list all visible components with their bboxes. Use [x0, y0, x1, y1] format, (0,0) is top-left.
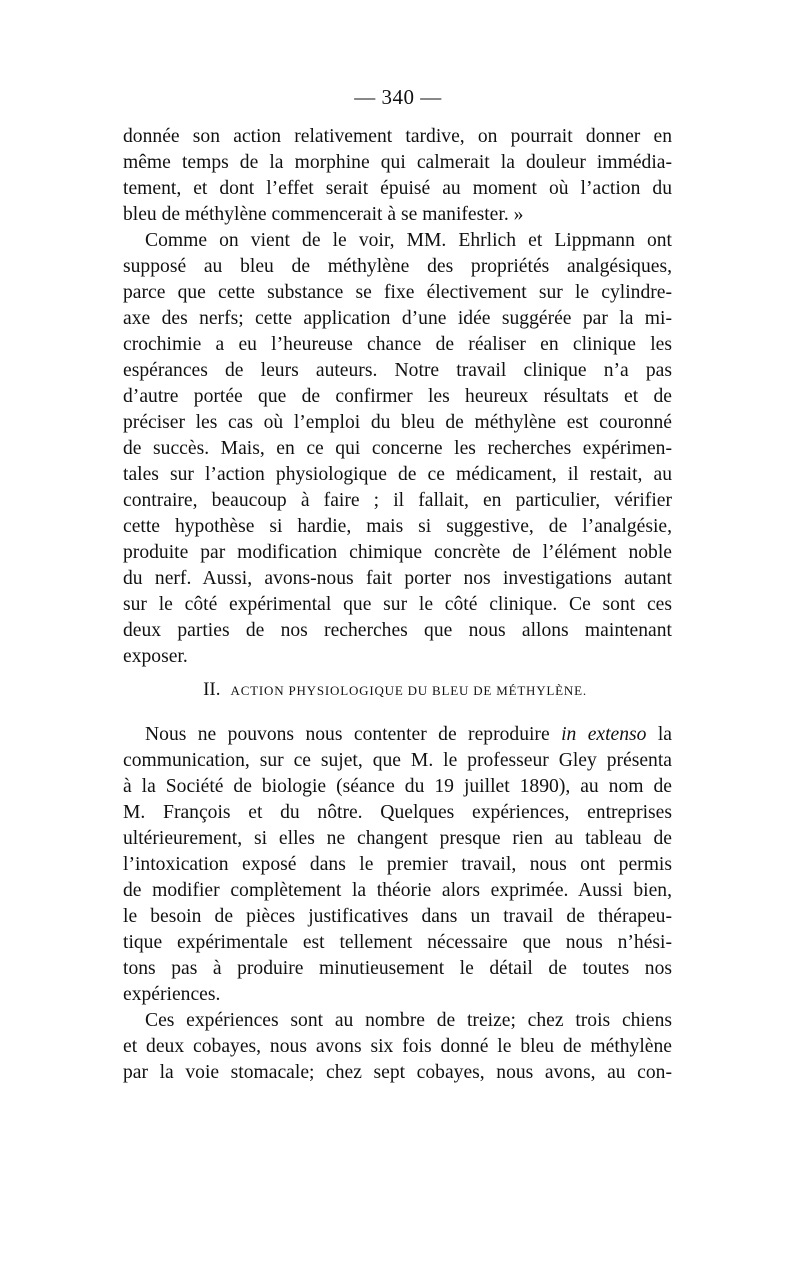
text-line: sur le côté expérimental que sur le côté clinique. Ce sont ces: [123, 594, 672, 615]
section-title: ACTION PHYSIOLOGIQUE DU BLEU DE MÉTHYLÈNE.: [230, 683, 587, 698]
text-line: deux parties de nos recherches que nous allons maintenant: [123, 620, 672, 641]
text-line: Comme on vient de le voir, MM. Ehrlich et Lippmann ont: [145, 230, 672, 251]
text-line: tales sur l’action physiologique de ce médicament, il restait, au: [123, 464, 672, 485]
text-line: parce que cette substance se fixe électivement sur le cylindre-: [123, 282, 672, 303]
text-line: Nous ne pouvons nous contenter de reproduire in extenso la: [145, 724, 672, 745]
text-line: de modifier complètement la théorie alors exprimée. Aussi bien,: [123, 880, 672, 901]
text-line: même temps de la morphine qui calmerait la douleur immédia-: [123, 152, 672, 173]
text-line: contraire, beaucoup à faire ; il fallait, en particulier, vérifier: [123, 490, 672, 511]
text-line: par la voie stomacale; chez sept cobayes, nous avons, au con-: [123, 1062, 672, 1083]
text-line: l’intoxication exposé dans le premier travail, nous ont permis: [123, 854, 672, 875]
text-line: donnée son action relativement tardive, on pourrait donner en: [123, 126, 672, 147]
text-line: exposer.: [123, 646, 188, 667]
text-line: de succès. Mais, en ce qui concerne les recherches expérimen-: [123, 438, 672, 459]
text-line: cette hypothèse si hardie, mais si suggestive, de l’analgésie,: [123, 516, 672, 537]
text-line: et deux cobayes, nous avons six fois donné le bleu de méthylène: [123, 1036, 672, 1057]
text-line: préciser les cas où l’emploi du bleu de méthylène est couronné: [123, 412, 672, 433]
text-line: Ces expériences sont au nombre de treize; chez trois chiens: [145, 1010, 672, 1031]
text-line: tement, et dont l’effet serait épuisé au moment où l’action du: [123, 178, 672, 199]
text-line: le besoin de pièces justificatives dans un travail de thérapeu-: [123, 906, 672, 927]
text-line: supposé au bleu de méthylène des propriétés analgésiques,: [123, 256, 672, 277]
text-line: crochimie a eu l’heureuse chance de réaliser en clinique les: [123, 334, 672, 355]
text-line: bleu de méthylène commencerait à se manifester. »: [123, 204, 524, 225]
text-line: du nerf. Aussi, avons-nous fait porter nos investigations autant: [123, 568, 672, 589]
text-line: ultérieurement, si elles ne changent presque rien au tableau de: [123, 828, 672, 849]
text-line: M. François et du nôtre. Quelques expériences, entreprises: [123, 802, 672, 823]
page-number: — 340 —: [354, 85, 442, 109]
text-line: expériences.: [123, 984, 221, 1005]
text-line: produite par modification chimique concrète de l’élément noble: [123, 542, 672, 563]
section-number: II.: [203, 679, 221, 700]
text-line: d’autre portée que de confirmer les heureux résultats et de: [123, 386, 672, 407]
text-line: tique expérimentale est tellement nécessaire que nous n’hési-: [123, 932, 672, 953]
text-line: espérances de leurs auteurs. Notre travail clinique n’a pas: [123, 360, 672, 381]
text-line: tons pas à produire minutieusement le détail de toutes nos: [123, 958, 672, 979]
text-line: axe des nerfs; cette application d’une idée suggérée par la mi-: [123, 308, 672, 329]
text-line: à la Société de biologie (séance du 19 juillet 1890), au nom de: [123, 776, 672, 797]
section-heading: [0, 677, 790, 704]
text-line: communication, sur ce sujet, que M. le professeur Gley présenta: [123, 750, 672, 771]
